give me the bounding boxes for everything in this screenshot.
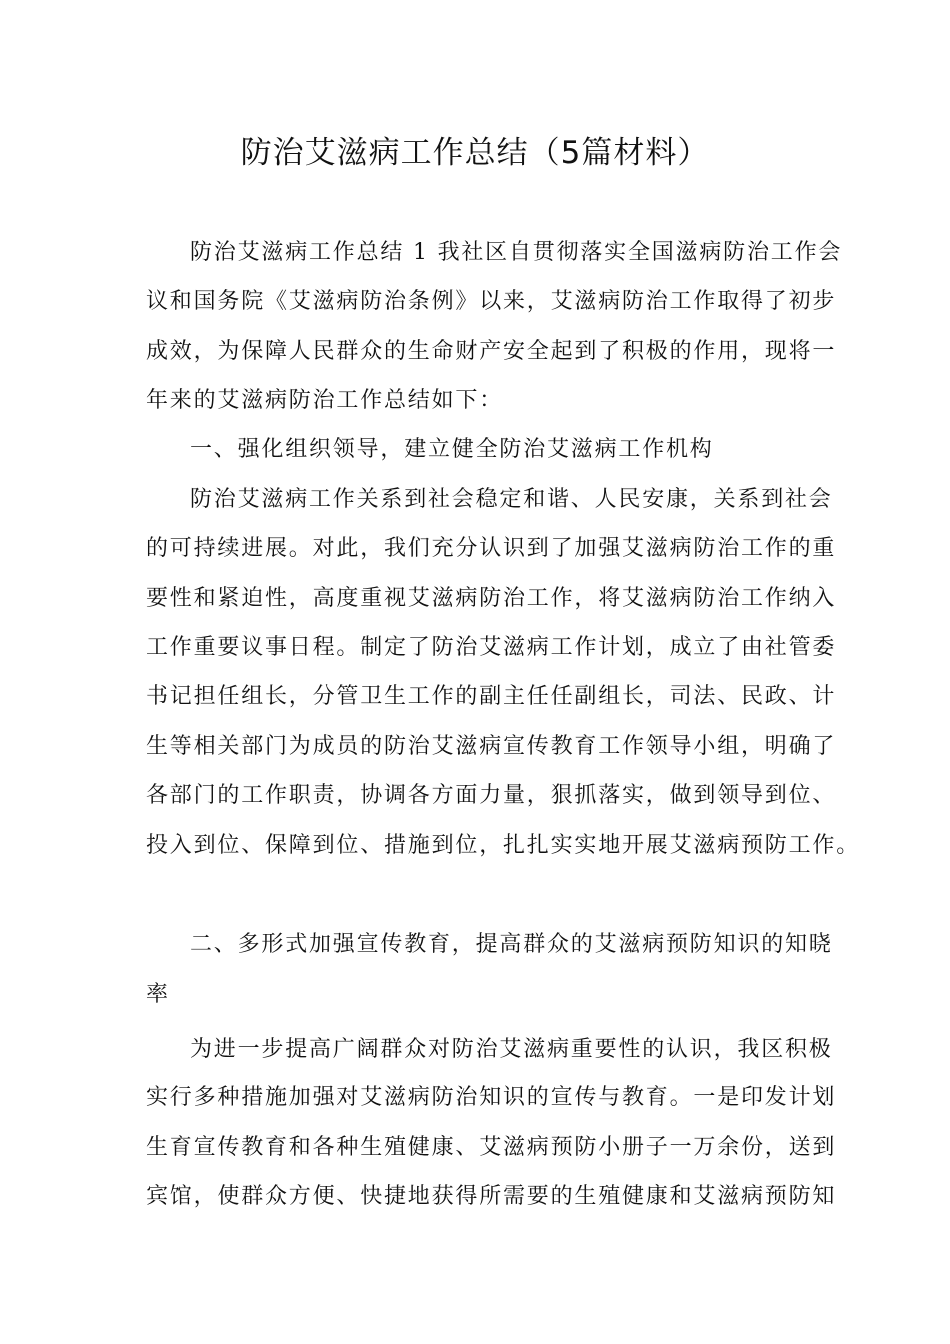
paragraph-line: 要性和紧迫性，高度重视艾滋病防治工作，将艾滋病防治工作纳入 [146,586,837,611]
paragraph-line: 生育宣传教育和各种生殖健康、艾滋病预防小册子一万余份，送到 [146,1135,837,1160]
paragraph-line: 各部门的工作职责，协调各方面力量，狠抓落实，做到领导到位、 [146,783,837,808]
paragraph-line: 的可持续进展。对此，我们充分认识到了加强艾滋病防治工作的重 [146,536,837,561]
paragraph-line: 投入到位、保障到位、措施到位，扎扎实实地开展艾滋病预防工作。 [146,833,861,858]
paragraph-line: 议和国务院《艾滋病防治条例》以来，艾滋病防治工作取得了初步 [146,289,837,314]
paragraph-line: 工作重要议事日程。制定了防治艾滋病工作计划，成立了由社管委 [146,635,837,660]
paragraph-line: 宾馆，使群众方便、快捷地获得所需要的生殖健康和艾滋病预防知 [146,1184,837,1209]
document-title: 防治艾滋病工作总结（5篇材料） [240,135,710,171]
section-heading: 二、多形式加强宣传教育，提高群众的艾滋病预防知识的知晓 [190,932,833,957]
section-heading: 一、强化组织领导，建立健全防治艾滋病工作机构 [190,437,714,462]
paragraph-line: 防治艾滋病工作总结 1 我社区自贯彻落实全国滋病防治工作会 [190,240,843,265]
paragraph-line: 防治艾滋病工作关系到社会稳定和谐、人民安康，关系到社会 [190,487,833,512]
paragraph-line: 年来的艾滋病防治工作总结如下： [146,388,504,413]
paragraph-line: 书记担任组长，分管卫生工作的副主任任副组长，司法、民政、计 [146,684,837,709]
paragraph-line: 生等相关部门为成员的防治艾滋病宣传教育工作领导小组，明确了 [146,734,837,759]
section-heading-continuation: 率 [146,982,170,1007]
paragraph-line: 实行多种措施加强对艾滋病防治知识的宣传与教育。一是印发计划 [146,1085,837,1110]
paragraph-line: 成效，为保障人民群众的生命财产安全起到了积极的作用，现将一 [146,339,837,364]
paragraph-line: 为进一步提高广阔群众对防治艾滋病重要性的认识，我区积极 [190,1037,833,1062]
